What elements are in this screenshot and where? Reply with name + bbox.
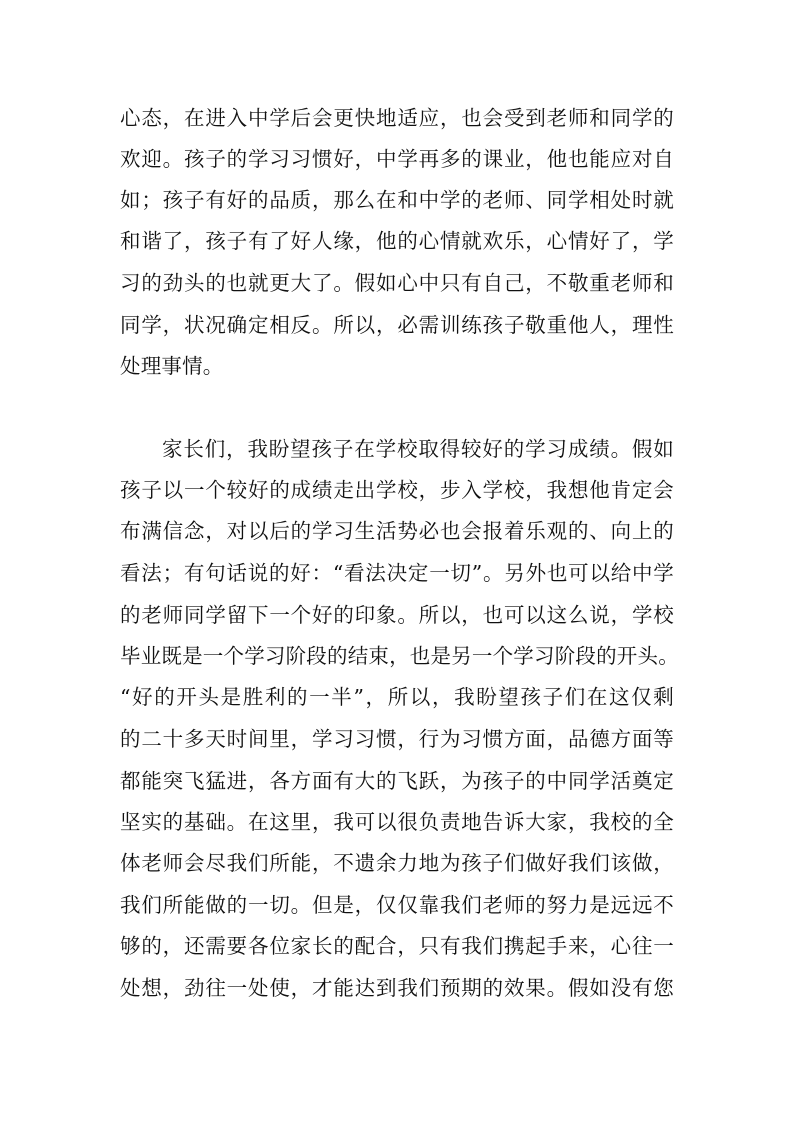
text-line: 够的，还需要各位家长的配合，只有我们携起手来，心往一 (120, 934, 674, 958)
text-line: “好的开头是胜利的一半”，所以，我盼望孩子们在这仅剩 (120, 685, 674, 709)
text-line: 心态，在进入中学后会更快地适应，也会受到老师和同学的 (120, 106, 674, 130)
text-line: 孩子以一个较好的成绩走出学校，步入学校，我想他肯定会 (120, 478, 674, 502)
text-line: 布满信念，对以后的学习生活势必也会报着乐观的、向上的 (120, 519, 674, 543)
text-line: 和谐了，孩子有了好人缘，他的心情就欢乐，心情好了，学 (120, 229, 674, 253)
text-line: 欢迎。孩子的学习习惯好，中学再多的课业，他也能应对自 (120, 147, 674, 171)
text-line: 习的劲头的也就更大了。假如心中只有自己，不敬重老师和 (120, 271, 674, 295)
text-line: 处理事情。 (120, 354, 224, 378)
text-line: 体老师会尽我们所能，不遗余力地为孩子们做好我们该做， (120, 851, 674, 875)
text-line: 如；孩子有好的品质，那么在和中学的老师、同学相处时就 (120, 188, 674, 212)
text-line: 都能突飞猛进，各方面有大的飞跃，为孩子的中同学活奠定 (120, 769, 674, 793)
text-line: 处想，劲往一处使，才能达到我们预期的效果。假如没有您 (120, 976, 674, 1000)
text-line: 我们所能做的一切。但是，仅仅靠我们老师的努力是远远不 (120, 893, 674, 917)
text-line: 的老师同学留下一个好的印象。所以，也可以这么说，学校 (120, 603, 674, 627)
text-line: 同学，状况确定相反。所以，必需训练孩子敬重他人，理性 (120, 313, 674, 337)
text-line: 毕业既是一个学习阶段的结束，也是另一个学习阶段的开头。 (120, 644, 679, 668)
text-line: 坚实的基础。在这里，我可以很负责地告诉大家，我校的全 (120, 810, 674, 834)
text-line: 看法；有句话说的好：“看法决定一切”。另外也可以给中学 (120, 561, 674, 585)
text-line: 的二十多天时间里，学习习惯，行为习惯方面，品德方面等 (120, 727, 674, 751)
text-line: 家长们，我盼望孩子在学校取得较好的学习成绩。假如 (162, 437, 674, 461)
